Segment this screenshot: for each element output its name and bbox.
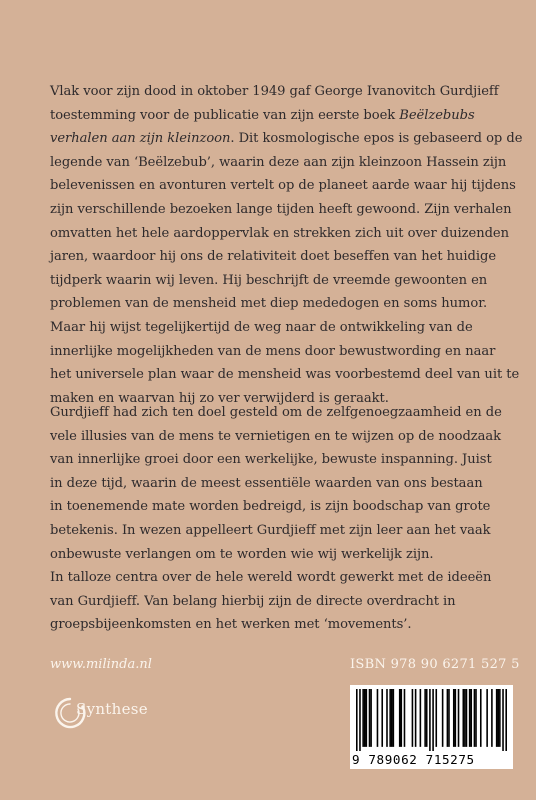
barcode-bar [399,689,401,747]
text-line [50,340,512,364]
barcode-bar [453,689,455,747]
barcode-bar [420,689,422,747]
barcode-bar [442,689,444,747]
barcode-bar [359,689,361,751]
barcode-bar [356,689,358,751]
text-run: vele illusies van de mens te vernietigen en te wijzen op de noodzaak [50,428,502,444]
barcode-bar [391,689,393,747]
text-run: omvatten het hele aardoppervlak en strekken zich uit over duizenden [50,225,510,241]
barcode-bar [412,689,414,747]
text-line [50,448,512,472]
text-run: problemen van de mensheid met diep mededogen en soms humor. [50,296,488,312]
text-run: maken en waarvan hij zo ver verwijderd is geraakt. [50,390,389,406]
text-line [50,104,512,128]
barcode-bar [370,689,372,747]
text-line [50,245,512,269]
barcode [356,689,507,751]
barcode-bar [366,689,368,747]
text-run: van Gurdjieff. Van belang hierbij zijn de directe overdracht in [50,593,456,609]
text-line [50,519,512,543]
text-run: belevenissen en avonturen vertelt op de planeet aarde waar hij tijdens [50,178,516,194]
barcode-bar [424,689,426,747]
barcode-bar [499,689,501,747]
text-line [50,566,512,590]
text-line [50,80,512,104]
text-line [50,198,512,222]
text-run: In talloze centra over de hele wereld wordt gewerkt met de ideeën [50,570,492,586]
barcode-bar [393,689,395,747]
text-run: in toenemende mate worden bedreigd, is zijn boodschap van grote [50,499,491,515]
barcode-bar [505,689,507,751]
text-run: onbewuste verlangen om te worden wie wij werkelijk zijn. [50,546,434,562]
barcode-bar [448,689,450,747]
barcode-bar [401,689,403,747]
text-line [50,613,512,637]
barcode-bar [491,689,493,747]
text-line [50,363,520,387]
text-run: toestemming voor de publicatie van zijn eerste boek [50,107,400,123]
barcode-bar [496,689,498,747]
barcode-bar [364,689,366,747]
description-paragraph-1 [50,80,523,410]
barcode-bar [455,689,457,747]
barcode-bar [404,689,406,747]
barcode-bar [386,689,388,747]
barcode-bar [369,689,371,747]
text-line [50,590,512,614]
text-line [50,174,516,198]
barcode-bar [415,689,417,747]
description-paragraph-2 [50,401,512,637]
text-line [50,425,512,449]
text-run: betekenis. In wezen appelleert Gurdjieff met zijn leer aan het vaak [50,522,491,538]
barcode-digits: 9 789062 715275 [352,752,475,767]
book-title-italic: Beëlzebubs [399,107,475,123]
barcode-bar [475,689,477,747]
text-line [50,316,512,340]
text-line [50,495,512,519]
text-run: Vlak voor zijn dood in oktober 1949 gaf George Ivanovitch Gurdjieff [50,84,499,99]
barcode-bar [464,689,466,747]
text-run: tijdperk waarin wij leven. Hij beschrijft de vreemde gewoonten en [50,272,488,288]
text-run: van innerlijke groei door een werkelijke, bewuste inspanning. Juist [50,452,492,468]
text-line [50,292,512,316]
text-run: Maar hij wijst tegelijkertijd de weg naar de ontwikkeling van de [50,319,473,335]
barcode-bar [432,689,434,751]
text-run: Gurdjieff had zich ten doel gesteld om de zelfgenoegzaamheid en de [50,405,502,420]
book-title-italic: verhalen aan zijn kleinzoon [50,131,231,147]
text-run: zijn verschillende bezoeken lange tijden heeft gewoond. Zijn verhalen [50,201,512,217]
text-line [50,222,512,246]
barcode-bar [447,689,449,747]
isbn-number: ISBN 978 90 6271 527 5 [350,657,520,672]
text-line [50,543,512,567]
barcode-bar [462,689,464,747]
barcode-bar [429,689,431,751]
text-run: legende van ‘Beëlzebub’, waarin deze aan zijn kleinzoon Hassein zijn [50,154,507,170]
text-line [50,472,512,496]
barcode-bar [426,689,428,747]
barcode-bar [377,689,379,747]
text-run: . Dit kosmologische epos is gebaseerd op de [230,131,523,147]
barcode-bar [466,689,468,747]
barcode-bar [381,689,383,747]
text-line [50,269,512,293]
barcode-bar [502,689,504,751]
text-run: innerlijke mogelijkheden van de mens door bewustwording en naar [50,343,496,359]
text-run: jaren, waardoor hij ons de relativiteit doet beseffen van het huidige [50,249,497,265]
barcode-bar [480,689,482,747]
text-run: groepsbijeenkomsten en het werken met ‘movements’. [50,617,412,633]
publisher-logo: Synthese [76,700,148,718]
barcode-bar [458,689,460,747]
barcode-bar [389,689,391,747]
barcode-bar [486,689,488,747]
text-line [50,127,523,151]
text-run: het universele plan waar de mensheid was voorbestemd deel van uit te [50,367,520,383]
text-line [50,151,512,175]
website-url[interactable]: www.milinda.nl [50,657,152,672]
text-line [50,401,512,425]
text-run: in deze tijd, waarin de meest essentiële waarden van ons bestaan [50,475,483,491]
barcode-bar [497,689,499,747]
barcode-bar [469,689,471,747]
barcode-bar [435,689,437,747]
barcode-bar [470,689,472,747]
barcode-bar [362,689,364,747]
barcode-bar [474,689,476,747]
